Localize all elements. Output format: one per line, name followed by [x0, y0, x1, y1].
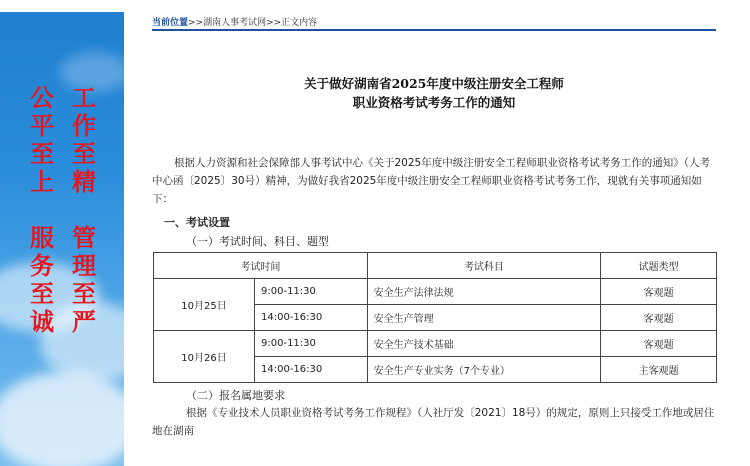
date-cell: 10月25日	[154, 279, 255, 330]
header-time: 考试时间	[154, 253, 368, 279]
intro-paragraph: 根据人力资源和社会保障部人事考试中心《关于2025年度中级注册安全工程师职业资格考试考务工作的通知》（人考中心函〔2025〕30号）精神，为做好我省2025年度中级注册安全工程师职业资格考试考务工作，现就有关事项通知如下：	[152, 157, 710, 205]
time-cell: 14:00-16:30	[261, 312, 323, 323]
type-cell: 主客观题	[601, 357, 717, 383]
page-title: 关于做好湖南省2025年度中级注册安全工程师 职业资格考试考务工作的通知	[304, 76, 564, 110]
time-cell: 9:00-11:30	[255, 279, 367, 305]
table-header-row	[154, 253, 717, 279]
table-row	[154, 331, 717, 357]
breadcrumb	[152, 15, 716, 28]
subsection-heading: （二）报名属地要求	[186, 389, 285, 402]
time-cell: 14:00-16:30	[261, 364, 323, 375]
header-subject: 考试科目	[367, 253, 601, 279]
type-cell: 客观题	[601, 279, 717, 305]
subject-cell: 安全生产专业实务（7个专业）	[367, 357, 601, 383]
section-heading: 一、考试设置	[164, 216, 230, 229]
table-row	[154, 279, 717, 305]
time-cell: 9:00-11:30	[255, 331, 367, 357]
breadcrumb-label: 当前位置	[152, 18, 189, 28]
banner-slogan-left: 公 平 至 上 服 务 至 诚	[30, 84, 54, 336]
exam-schedule-table	[153, 252, 717, 383]
subject-cell: 安全生产法律法规	[367, 279, 601, 305]
type-cell: 客观题	[601, 305, 717, 331]
side-banner	[0, 12, 124, 466]
subsection-heading: （一）考试时间、科目、题型	[186, 235, 329, 248]
breadcrumb-divider	[152, 29, 716, 31]
subject-cell: 安全生产管理	[367, 305, 601, 331]
breadcrumb-trail[interactable]: >>湖南人事考试网>>正文内容	[188, 18, 318, 28]
body-paragraph: 根据《专业技术人员职业资格考试考务工作规程》（人社厅发〔2021〕18号）的规定，原则上只接受工作地或居住地在湖南	[152, 407, 715, 437]
date-cell: 10月26日	[154, 331, 255, 382]
banner-slogan-right: 工 作 至 精 管 理 至 严	[72, 84, 96, 336]
subject-cell: 安全生产技术基础	[367, 331, 601, 357]
header-type: 试题类型	[601, 253, 717, 279]
type-cell: 客观题	[601, 331, 717, 357]
